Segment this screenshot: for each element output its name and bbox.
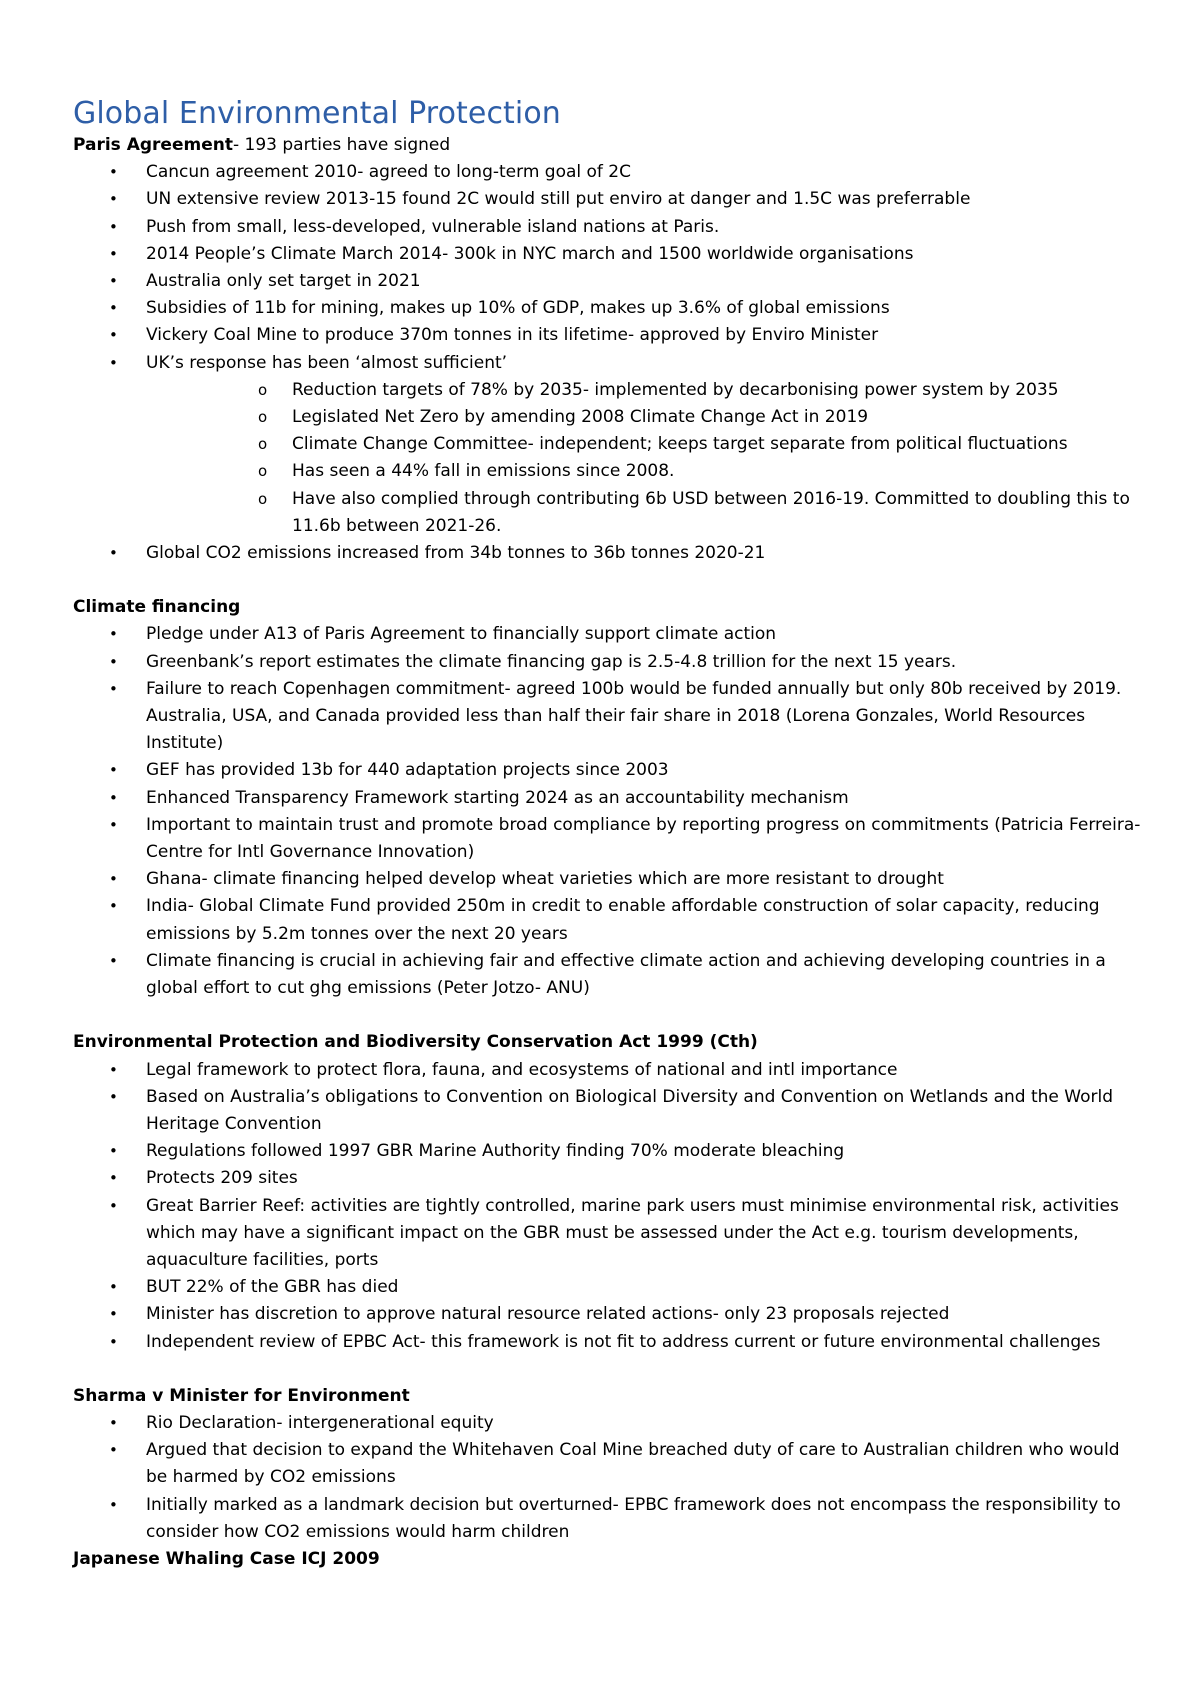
- sub-list-item: [146, 458, 1143, 485]
- list-item-text: UN extensive review 2013-15 found 2C would still put enviro at danger and 1.5C was preferrable: [146, 189, 971, 210]
- bullet-icon: •: [109, 217, 118, 236]
- list-item-text: Legal framework to protect flora, fauna, and ecosystems of national and intl importance: [146, 1059, 898, 1080]
- list-item: [73, 268, 1143, 295]
- heading-bold-text: Japanese Whaling Case ICJ 2009: [73, 1548, 380, 1569]
- sub-list-item-text: Climate Change Committee- independent; keeps target separate from political fluctuations: [292, 434, 1068, 455]
- list-item-text: Argued that decision to expand the Whitehaven Coal Mine breached duty of care to Australian children who would be harmed by CO2 emissions: [146, 1440, 1120, 1488]
- section-heading: [73, 1029, 1143, 1056]
- sub-list-item-text: Have also complied through contributing 6b USD between 2016-19. Committed to doubling this to 11.6b between 2021-26.: [292, 488, 1130, 536]
- bullet-icon: •: [109, 951, 118, 970]
- bullet-icon: •: [109, 1142, 118, 1161]
- sub-list-item-text: Legislated Net Zero by amending 2008 Climate Change Act in 2019: [292, 407, 869, 428]
- sub-bullet-icon: o: [258, 489, 268, 508]
- bullet-icon: •: [109, 244, 118, 263]
- list-item-text: Important to maintain trust and promote broad compliance by reporting progress on commitments (Patricia Ferreira- Centre for Intl Governance Innovation): [146, 814, 1141, 863]
- list-item-text: Minister has discretion to approve natural resource related actions- only 23 proposals rejected: [146, 1304, 950, 1325]
- section-climate-financing: [73, 594, 1143, 1002]
- list-item-text: Independent review of EPBC Act- this framework is not fit to address current or future environmental challenges: [146, 1331, 1101, 1352]
- list-item-text: Australia only set target in 2021: [146, 271, 421, 292]
- bullet-icon: •: [109, 353, 118, 372]
- list-item-text: Rio Declaration- intergenerational equity: [146, 1412, 494, 1433]
- bullet-icon: •: [109, 1169, 118, 1188]
- list-item-text: Cancun agreement 2010- agreed to long-term goal of 2C: [146, 162, 631, 183]
- bullet-icon: •: [109, 625, 118, 644]
- heading-bold-text: Environmental Protection and Biodiversity Conservation Act 1999 (Cth): [73, 1032, 758, 1053]
- list-item: [73, 1138, 1143, 1165]
- sub-bullet-icon: o: [258, 408, 268, 427]
- bullet-icon: •: [109, 761, 118, 780]
- section-spacer: [73, 1002, 1143, 1029]
- section-heading: [73, 132, 1143, 159]
- bullet-list: [73, 621, 1143, 1002]
- bullet-icon: •: [109, 652, 118, 671]
- list-item-text: Regulations followed 1997 GBR Marine Authority finding 70% moderate bleaching: [146, 1141, 845, 1162]
- document-title: Global Environmental Protection: [73, 96, 561, 131]
- sub-list-item: [146, 431, 1143, 458]
- bullet-icon: •: [109, 788, 118, 807]
- bullet-icon: •: [109, 544, 118, 563]
- section-heading: [73, 1383, 1143, 1410]
- section-heading: [73, 594, 1143, 621]
- list-item: [73, 1165, 1143, 1192]
- bullet-icon: •: [109, 326, 118, 345]
- list-item: [73, 1410, 1143, 1437]
- list-item: [73, 621, 1143, 648]
- list-item: [73, 676, 1143, 758]
- list-item: [73, 1492, 1143, 1546]
- bullet-icon: •: [109, 272, 118, 291]
- list-item: [73, 757, 1143, 784]
- list-item: [73, 214, 1143, 241]
- list-item: [73, 540, 1143, 567]
- list-item: [73, 1301, 1143, 1328]
- list-item: [73, 1057, 1143, 1084]
- list-item-text: India- Global Climate Fund provided 250m in credit to enable affordable construction of solar capacity, reducing emissions by 5.2m tonnes over the next 20 years: [146, 896, 1100, 944]
- list-item: [73, 295, 1143, 322]
- list-item-text: Failure to reach Copenhagen commitment- agreed 100b would be funded annually but only 80b received by 2019. Australia, USA, and Canada provided less than half their fair share in 2018 (Lorena Gonzales, World Resources Institute): [146, 678, 1122, 754]
- heading-bold-text: Climate financing: [73, 597, 241, 618]
- list-item-text: Ghana- climate financing helped develop wheat varieties which are more resistant to drought: [146, 869, 944, 890]
- bullet-icon: •: [109, 1413, 118, 1432]
- section-paris-agreement: [73, 132, 1143, 567]
- list-item: [73, 866, 1143, 893]
- bullet-icon: •: [109, 1495, 118, 1514]
- list-item-text: Global CO2 emissions increased from 34b tonnes to 36b tonnes 2020-21: [146, 543, 766, 564]
- list-item: [73, 1193, 1143, 1275]
- bullet-list: [73, 1410, 1143, 1546]
- bullet-list: [73, 159, 1143, 567]
- list-item: [73, 1084, 1143, 1138]
- list-item-text: Pledge under A13 of Paris Agreement to financially support climate action: [146, 624, 777, 645]
- section-spacer: [73, 1356, 1143, 1383]
- list-item: [73, 948, 1143, 1002]
- sub-list-item: [146, 404, 1143, 431]
- bullet-icon: •: [109, 1441, 118, 1460]
- list-item: [73, 785, 1143, 812]
- bullet-icon: •: [109, 1332, 118, 1351]
- list-item: [73, 350, 1143, 540]
- list-item: [73, 322, 1143, 349]
- list-item-text: UK’s response has been ‘almost sufficient’: [146, 352, 508, 373]
- document-page: [73, 96, 1143, 1573]
- list-item: [73, 649, 1143, 676]
- section-sharma-case: [73, 1383, 1143, 1546]
- list-item-text: Push from small, less-developed, vulnerable island nations at Paris.: [146, 216, 720, 237]
- list-item: [73, 159, 1143, 186]
- sub-bullet-icon: o: [258, 462, 268, 481]
- section-whaling-case: [73, 1546, 1143, 1573]
- list-item-text: BUT 22% of the GBR has died: [146, 1277, 399, 1298]
- sub-list-item-text: Reduction targets of 78% by 2035- implemented by decarbonising power system by 2035: [292, 379, 1059, 400]
- list-item-text: Based on Australia’s obligations to Convention on Biological Diversity and Convention on Wetlands and the World Heritage Convention: [146, 1086, 1113, 1134]
- list-item: [73, 893, 1143, 947]
- list-item: [73, 1437, 1143, 1491]
- bullet-icon: •: [109, 1060, 118, 1079]
- bullet-icon: •: [109, 1278, 118, 1297]
- list-item: [73, 812, 1143, 866]
- bullet-list: [73, 1057, 1143, 1356]
- list-item-text: Enhanced Transparency Framework starting 2024 as an accountability mechanism: [146, 787, 849, 808]
- section-heading: [73, 1546, 1143, 1573]
- bullet-icon: •: [109, 1305, 118, 1324]
- sub-bullet-icon: o: [258, 435, 268, 454]
- list-item-text: Great Barrier Reef: activities are tightly controlled, marine park users must minimise environmental risk, activities which may have a significant impact on the GBR must be assessed under the Act e.g. tourism developments, aquaculture facilities, ports: [146, 1195, 1119, 1270]
- bullet-icon: •: [109, 897, 118, 916]
- sub-bullet-list: [146, 377, 1143, 540]
- list-item-text: GEF has provided 13b for 440 adaptation projects since 2003: [146, 760, 669, 781]
- list-item: [73, 1274, 1143, 1301]
- sub-list-item: [146, 377, 1143, 404]
- list-item: [73, 1329, 1143, 1356]
- bullet-icon: •: [109, 163, 118, 182]
- list-item-text: Climate financing is crucial in achieving fair and effective climate action and achieving developing countries in a global effort to cut ghg emissions (Peter Jotzo- ANU): [146, 950, 1106, 999]
- list-item-text: Initially marked as a landmark decision but overturned- EPBC framework does not encompass the responsibility to consider how CO2 emissions would harm children: [146, 1494, 1121, 1542]
- list-item-text: 2014 People’s Climate March 2014- 300k in NYC march and 1500 worldwide organisations: [146, 243, 914, 264]
- list-item-text: Subsidies of 11b for mining, makes up 10% of GDP, makes up 3.6% of global emissions: [146, 298, 890, 319]
- bullet-icon: •: [109, 679, 118, 698]
- list-item: [73, 186, 1143, 213]
- bullet-icon: •: [109, 1087, 118, 1106]
- bullet-icon: •: [109, 299, 118, 318]
- section-spacer: [73, 567, 1143, 594]
- bullet-icon: •: [109, 870, 118, 889]
- list-item-text: Protects 209 sites: [146, 1168, 298, 1189]
- list-item-text: Greenbank’s report estimates the climate financing gap is 2.5-4.8 trillion for the next 15 years.: [146, 651, 957, 672]
- list-item: [73, 241, 1143, 268]
- sub-list-item-text: Has seen a 44% fall in emissions since 2008.: [292, 461, 675, 482]
- bullet-icon: •: [109, 815, 118, 834]
- heading-bold-text: Sharma v Minister for Environment: [73, 1385, 410, 1406]
- bullet-icon: •: [109, 190, 118, 209]
- sub-list-item: [146, 486, 1143, 540]
- bullet-icon: •: [109, 1196, 118, 1215]
- section-epbc-act: [73, 1029, 1143, 1355]
- heading-suffix-text: - 193 parties have signed: [232, 135, 451, 155]
- sub-bullet-icon: o: [258, 380, 268, 399]
- heading-bold-text: Paris Agreement: [73, 135, 233, 155]
- list-item-text: Vickery Coal Mine to produce 370m tonnes in its lifetime- approved by Enviro Minister: [146, 325, 879, 346]
